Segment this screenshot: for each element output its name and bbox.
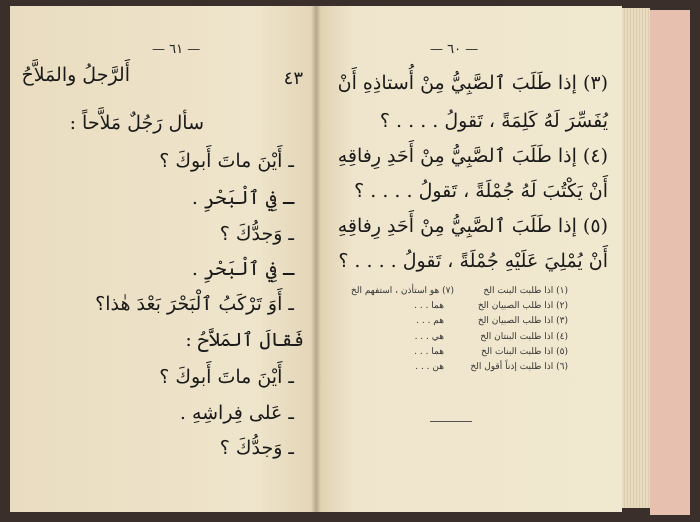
text-line: فَقالَ ٱلمَلاَّحُ : [185, 329, 304, 351]
footer-rule [430, 421, 472, 422]
exercise-line: (٤) إذا طَلَبَ ٱلصَّبِيُّ مِنْ أَحَدِ رِفاقِهِ [337, 145, 608, 167]
exercise-line: أَنْ يَكْتُبَ لَهُ جُمْلَةً ، تَقولُ . . . . ؟ [354, 180, 608, 202]
text-line: ـ وَجدُّكَ ؟ [219, 223, 294, 245]
lesson-title: أَلرَّجلُ والمَلاَّحُ [21, 64, 130, 86]
text-line: سأل رَجُلٌ مَلاَّحاً : [69, 112, 204, 134]
answer-note: هم . . . [416, 316, 444, 326]
answer-note: (٣) اذا طلب الصبيان الخ [477, 316, 568, 326]
answer-note: هي . . . [414, 332, 444, 342]
answer-note: (٤) اذا طلبت البنتان الخ [480, 332, 568, 342]
answer-note: (٦) اذا طلبت إذناً أقول الخ [470, 362, 568, 372]
book-gutter [311, 6, 321, 512]
text-line: ـ فِي ٱلْبَحْرِ . [191, 258, 294, 280]
exercise-line: (٣) إذا طَلَبَ ٱلصَّبِيُّ مِنْ أُستاذِهِ أَنْ [337, 72, 608, 94]
answer-note: (١) اذا طلبت البنت الخ [483, 286, 568, 296]
answer-note: هما . . . [414, 301, 444, 311]
text-line: ـ وَجدُّكَ ؟ [219, 437, 294, 459]
text-line: ـ أَيْنَ ماتَ أَبوكَ ؟ [159, 150, 294, 172]
answer-note: (٧) هو استأذن ، استفهم الخ [350, 286, 454, 296]
answer-note: (٥) اذا طلبت البنات الخ [481, 347, 568, 357]
text-line: ـ أَيْنَ ماتَ أَبوكَ ؟ [159, 366, 294, 388]
answer-note: هما . . . [414, 347, 444, 357]
exercise-line: أَنْ يُمْلِيَ عَلَيْهِ جُمْلَةً ، تَقولُ . . . . ؟ [338, 250, 608, 272]
page-number-right: — ٦٠ — [430, 42, 479, 57]
lesson-number: ٤٣ [283, 68, 303, 89]
text-line: ـ عَلى فِراشِهِ . [179, 402, 294, 424]
back-cover [650, 10, 690, 515]
answer-note: (٢) اذا طلب الصبيان الخ [477, 301, 568, 311]
text-line: ـ فِي ٱلْبَحْرِ . [191, 187, 294, 209]
page-edges [622, 8, 650, 508]
text-line: ـ أَوَ تَرْكَبُ ٱلْبَحْرَ بَعْدَ هٰذا؟ [95, 293, 294, 315]
page-number-left: — ٦١ — [152, 42, 201, 57]
answer-note: هن . . . [415, 362, 444, 372]
exercise-line: يُفَسِّرَ لَهُ كَلِمَةً ، تَقولُ . . . . ؟ [379, 110, 608, 132]
exercise-line: (٥) إذا طَلَبَ ٱلصَّبِيُّ مِنْ أَحَدِ رِفاقِهِ [337, 215, 608, 237]
